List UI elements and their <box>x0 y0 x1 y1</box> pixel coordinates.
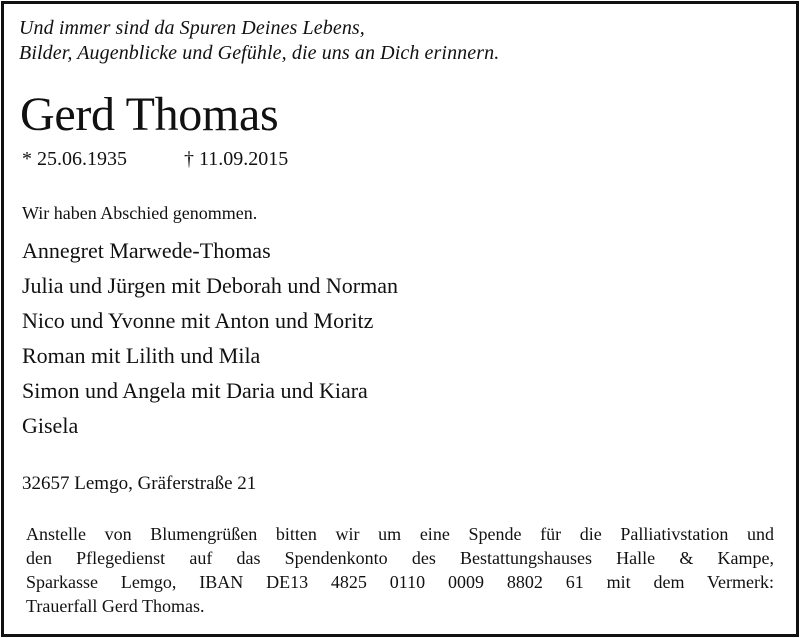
donation-note-line-3: Sparkasse Lemgo, IBAN DE13 4825 0110 0009 8802 61 mit dem Vermerk: <box>26 572 774 592</box>
family-address: 32657 Lemgo, Gräferstraße 21 <box>22 473 257 494</box>
birth-date: * 25.06.1935 <box>22 148 127 170</box>
death-date: † 11.09.2015 <box>184 148 289 170</box>
farewell-statement: Wir haben Abschied genommen. <box>22 203 258 223</box>
donation-note-line-1: Anstelle von Blumengrüßen bitten wir um eine Spende für die Palliativstation und <box>26 524 774 544</box>
mourner-entry: Julia und Jürgen mit Deborah und Norman <box>22 273 398 298</box>
donation-note-line-2: den Pflegedienst auf das Spendenkonto des Bestattungshauses Halle & Kampe, <box>26 548 774 568</box>
donation-note-line-4: Trauerfall Gerd Thomas. <box>26 596 205 616</box>
deceased-name: Gerd Thomas <box>20 88 279 141</box>
mourner-entry: Gisela <box>22 413 79 438</box>
motto-line-1: Und immer sind da Spuren Deines Lebens, <box>19 17 365 39</box>
donation-note <box>26 522 774 618</box>
motto-line-2: Bilder, Augenblicke und Gefühle, die uns an Dich erinnern. <box>19 42 500 64</box>
memorial-motto <box>19 16 499 66</box>
life-dates <box>22 146 289 172</box>
mourner-entry: Roman mit Lilith und Mila <box>22 343 261 368</box>
mourner-entry: Nico und Yvonne mit Anton und Moritz <box>22 308 374 333</box>
mourners-list <box>22 233 398 443</box>
mourner-entry: Annegret Marwede-Thomas <box>22 238 271 263</box>
mourner-entry: Simon und Angela mit Daria und Kiara <box>22 378 368 403</box>
